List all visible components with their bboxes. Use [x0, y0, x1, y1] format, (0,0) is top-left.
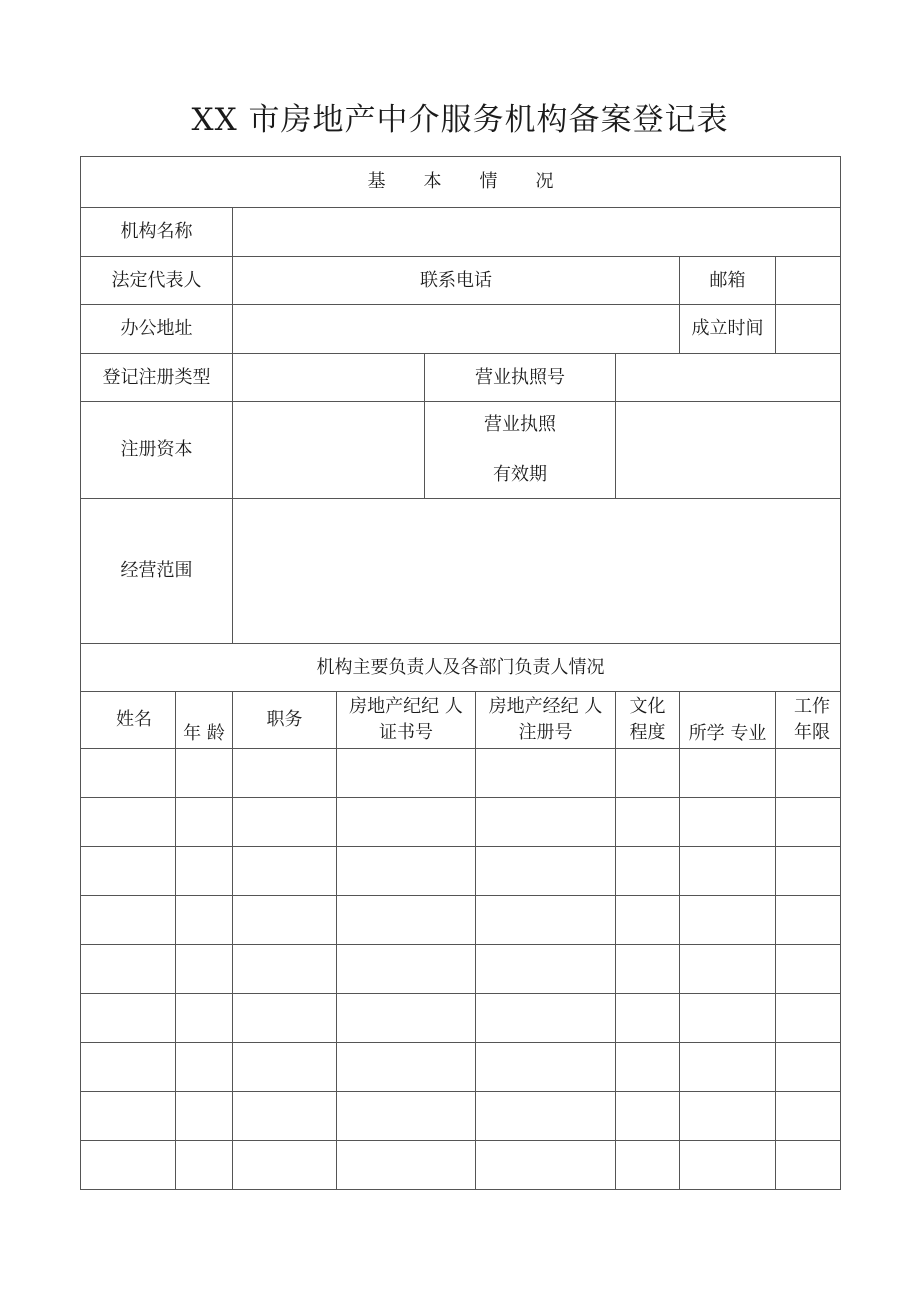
- staff-cell-major[interactable]: [680, 1092, 776, 1141]
- education-line1: 文化: [629, 696, 666, 717]
- staff-row: [81, 994, 841, 1043]
- broker-certificate-line2: 证书号: [379, 722, 433, 743]
- business-scope-field[interactable]: [233, 499, 841, 644]
- staff-cell-age[interactable]: [176, 798, 233, 847]
- staff-cell-age[interactable]: [176, 945, 233, 994]
- staff-cell-work-years[interactable]: [776, 798, 841, 847]
- staff-cell-education[interactable]: [616, 798, 680, 847]
- staff-cell-position[interactable]: [233, 1043, 337, 1092]
- staff-row: [81, 749, 841, 798]
- broker-registration-line1: 房地产经纪 人: [488, 696, 603, 717]
- staff-cell-age[interactable]: [176, 896, 233, 945]
- registration-type-row: [81, 354, 841, 402]
- broker-certificate-line1: 房地产纪纪 人: [349, 696, 463, 717]
- registered-capital-row: [81, 402, 841, 499]
- staff-cell-major[interactable]: [680, 847, 776, 896]
- staff-cell-name[interactable]: [81, 994, 176, 1043]
- registration-type-label: 登记注册类型: [81, 354, 233, 402]
- staff-cell-position[interactable]: [233, 749, 337, 798]
- staff-cell-education[interactable]: [616, 749, 680, 798]
- established-field[interactable]: [776, 305, 841, 354]
- staff-cell-major[interactable]: [680, 1043, 776, 1092]
- staff-row: [81, 945, 841, 994]
- work-years-line1: 工作: [794, 696, 831, 717]
- staff-cell-age[interactable]: [176, 994, 233, 1043]
- staff-cell-work-years[interactable]: [776, 1141, 841, 1190]
- staff-section-heading: 机构主要负责人及各部门负责人情况: [81, 644, 841, 692]
- staff-cell-position[interactable]: [233, 896, 337, 945]
- office-address-field[interactable]: [233, 305, 680, 354]
- staff-section-header-row: [81, 644, 841, 692]
- staff-rows: [81, 749, 841, 1190]
- business-scope-label: 经营范围: [81, 499, 233, 644]
- staff-cell-position[interactable]: [233, 994, 337, 1043]
- education-line2: 程度: [629, 722, 666, 743]
- staff-cell-broker-registration[interactable]: [476, 1141, 616, 1190]
- registered-capital-label: 注册资本: [81, 402, 233, 499]
- staff-cell-work-years[interactable]: [776, 994, 841, 1043]
- registration-form-table: [80, 156, 841, 1190]
- staff-cell-name[interactable]: [81, 945, 176, 994]
- email-field[interactable]: [776, 257, 841, 305]
- staff-row: [81, 1043, 841, 1092]
- staff-cell-name[interactable]: [81, 1141, 176, 1190]
- staff-column-header-row: [81, 692, 841, 749]
- document-title: XX 市房地产中介服务机构备案登记表: [191, 102, 729, 138]
- staff-row: [81, 847, 841, 896]
- email-label: 邮箱: [680, 257, 776, 305]
- business-scope-row: [81, 499, 841, 644]
- org-name-field[interactable]: [233, 208, 841, 257]
- license-validity-label: [425, 402, 616, 499]
- staff-cell-work-years[interactable]: [776, 847, 841, 896]
- license-validity-label-line1: 营业执照: [484, 414, 556, 435]
- staff-cell-name[interactable]: [81, 798, 176, 847]
- staff-cell-position[interactable]: [233, 847, 337, 896]
- registered-capital-field[interactable]: [233, 402, 425, 499]
- staff-cell-broker-certificate[interactable]: [337, 945, 476, 994]
- staff-cell-position[interactable]: [233, 945, 337, 994]
- license-validity-label-line2: 有效期: [493, 464, 547, 485]
- column-header-education: [616, 692, 680, 749]
- staff-cell-broker-certificate[interactable]: [337, 1043, 476, 1092]
- office-address-row: [81, 305, 841, 354]
- basic-section-heading: 基本情况: [81, 157, 841, 208]
- staff-cell-broker-registration[interactable]: [476, 945, 616, 994]
- staff-cell-education[interactable]: [616, 896, 680, 945]
- staff-cell-broker-registration[interactable]: [476, 798, 616, 847]
- staff-cell-major[interactable]: [680, 1141, 776, 1190]
- office-address-label: 办公地址: [81, 305, 233, 354]
- staff-row: [81, 896, 841, 945]
- staff-cell-work-years[interactable]: [776, 945, 841, 994]
- staff-cell-education[interactable]: [616, 1092, 680, 1141]
- staff-cell-position[interactable]: [233, 1141, 337, 1190]
- staff-cell-broker-certificate[interactable]: [337, 749, 476, 798]
- staff-cell-age[interactable]: [176, 749, 233, 798]
- staff-cell-name[interactable]: [81, 749, 176, 798]
- staff-cell-broker-registration[interactable]: [476, 1092, 616, 1141]
- staff-cell-position[interactable]: [233, 1092, 337, 1141]
- staff-cell-age[interactable]: [176, 1092, 233, 1141]
- staff-cell-name[interactable]: [81, 896, 176, 945]
- column-header-position: 职务: [233, 692, 337, 749]
- staff-cell-broker-registration[interactable]: [476, 994, 616, 1043]
- staff-cell-broker-certificate[interactable]: [337, 1141, 476, 1190]
- staff-cell-broker-certificate[interactable]: [337, 798, 476, 847]
- staff-cell-broker-certificate[interactable]: [337, 896, 476, 945]
- staff-cell-work-years[interactable]: [776, 1092, 841, 1141]
- staff-cell-education[interactable]: [616, 847, 680, 896]
- staff-cell-major[interactable]: [680, 994, 776, 1043]
- staff-row: [81, 1141, 841, 1190]
- staff-cell-education[interactable]: [616, 994, 680, 1043]
- column-header-work-years: [776, 692, 841, 749]
- column-header-name: 姓名: [81, 692, 176, 749]
- license-number-field[interactable]: [616, 354, 841, 402]
- staff-cell-major[interactable]: [680, 749, 776, 798]
- staff-cell-broker-registration[interactable]: [476, 1043, 616, 1092]
- broker-registration-line2: 注册号: [518, 722, 573, 743]
- license-number-label: 营业执照号: [425, 354, 616, 402]
- registration-type-field[interactable]: [233, 354, 425, 402]
- license-validity-field[interactable]: [616, 402, 841, 499]
- staff-cell-name[interactable]: [81, 1092, 176, 1141]
- basic-section-header-row: [81, 157, 841, 208]
- column-header-broker-certificate: [337, 692, 476, 749]
- staff-cell-name[interactable]: [81, 847, 176, 896]
- staff-cell-education[interactable]: [616, 1141, 680, 1190]
- staff-cell-major[interactable]: [680, 945, 776, 994]
- staff-cell-broker-registration[interactable]: [476, 896, 616, 945]
- staff-cell-major[interactable]: [680, 798, 776, 847]
- column-header-broker-registration: [476, 692, 616, 749]
- work-years-line2: 年限: [794, 722, 831, 743]
- staff-cell-major[interactable]: [680, 896, 776, 945]
- staff-cell-name[interactable]: [81, 1043, 176, 1092]
- column-header-age: 年 龄: [176, 692, 233, 749]
- staff-cell-age[interactable]: [176, 1043, 233, 1092]
- staff-cell-age[interactable]: [176, 847, 233, 896]
- staff-row: [81, 798, 841, 847]
- staff-cell-education[interactable]: [616, 945, 680, 994]
- phone-label: 联系电话: [233, 257, 680, 305]
- staff-cell-work-years[interactable]: [776, 1043, 841, 1092]
- org-name-row: [81, 208, 841, 257]
- staff-cell-broker-certificate[interactable]: [337, 847, 476, 896]
- staff-row: [81, 1092, 841, 1141]
- org-name-label: 机构名称: [81, 208, 233, 257]
- staff-cell-work-years[interactable]: [776, 749, 841, 798]
- staff-cell-broker-certificate[interactable]: [337, 994, 476, 1043]
- column-header-major: 所学 专业: [680, 692, 776, 749]
- staff-cell-work-years[interactable]: [776, 896, 841, 945]
- staff-cell-age[interactable]: [176, 1141, 233, 1190]
- staff-cell-broker-registration[interactable]: [476, 847, 616, 896]
- legal-rep-row: [81, 257, 841, 305]
- staff-cell-education[interactable]: [616, 1043, 680, 1092]
- staff-cell-broker-certificate[interactable]: [337, 1092, 476, 1141]
- legal-rep-label: 法定代表人: [81, 257, 233, 305]
- staff-cell-position[interactable]: [233, 798, 337, 847]
- staff-cell-broker-registration[interactable]: [476, 749, 616, 798]
- established-label: 成立时间: [680, 305, 776, 354]
